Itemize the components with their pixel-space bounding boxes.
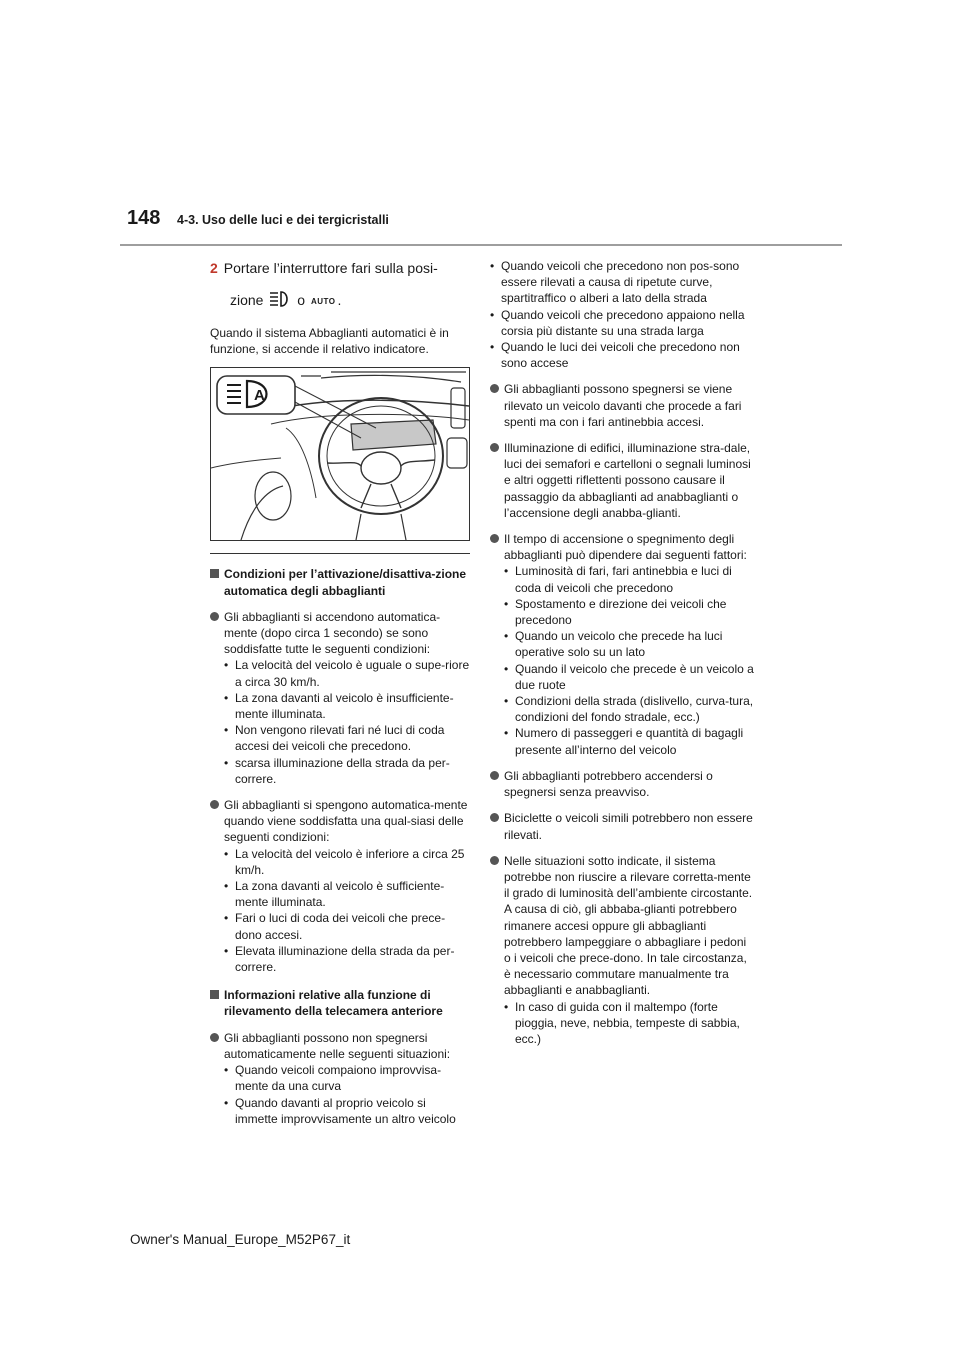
step-text-o: o: [297, 292, 306, 309]
auto-icon: AUTO: [310, 296, 336, 306]
list-item: • La zona davanti al veicolo è insufficiente-mente illuminata.: [224, 690, 454, 722]
list-item: • Numero di passeggeri e quantità di bagagli presente all’interno del veicolo: [504, 726, 744, 757]
list-item: • scarsa illuminazione della strada da per-correre.: [224, 755, 450, 786]
step-2: [210, 258, 470, 313]
list-item: • Quando il veicolo che precede è un veicolo a due ruote: [504, 661, 754, 692]
dashboard-illustration: [210, 367, 470, 541]
left-column: [210, 258, 470, 1127]
activation-on-intro: Gli abbaglianti si accendono automatica-mente (dopo circa 1 secondo) se sono soddisfatte tutte le seguenti condizioni:: [224, 609, 441, 657]
list-item: • La zona davanti al veicolo è sufficiente-mente illuminata.: [224, 879, 445, 910]
page-number: 148: [127, 207, 161, 229]
dashboard-drawing: [211, 368, 469, 540]
camera-fail-block: [210, 1030, 470, 1127]
list-item: • Quando un veicolo che precede ha luci operative solo su un lato: [504, 629, 723, 660]
timing-intro: Il tempo di accensione o spegnimento degli abbaglianti può dipendere dai seguenti fattori:: [504, 532, 747, 563]
indicator-note: Quando il sistema Abbaglianti automatici è in funzione, si accende il relativo indicatore.: [210, 326, 449, 357]
list-item: • Quando le luci dei veicoli che precedono non sono accese: [490, 340, 740, 371]
headlight-icon: [269, 290, 291, 313]
brightness-block: [490, 853, 755, 1047]
figure-divider: [210, 553, 470, 554]
footer-text: Owner's Manual_Europe_M52P67_it: [130, 1232, 351, 1247]
list-item: • Quando veicoli che precedono non pos-sono essere rilevati a causa di ripetute curve, spartitraffico o alberi a lato della strada: [490, 259, 740, 306]
indicator-letter: A: [254, 387, 265, 405]
lighting-note: Illuminazione di edifici, illuminazione stra-dale, luci dei semafori e cartelloni o segnali luminosi e altri oggetti riflettenti possono causare il passaggio da abbaglianti ad anabbaglianti o l’accensione degli anabba-glianti.: [490, 440, 755, 521]
right-column: [490, 258, 755, 1047]
list-item: • Quando davanti al proprio veicolo si immette improvvisamente un altro veicolo: [224, 1095, 456, 1126]
timing-block: [490, 531, 755, 758]
list-item: • Quando veicoli compaiono improvvisa-mente da una curva: [224, 1063, 442, 1094]
activation-off-intro: Gli abbaglianti si spengono automatica-mente quando viene soddisfatta una qual-siasi delle seguenti condizioni:: [224, 798, 468, 845]
list-item: • La velocità del veicolo è uguale o supe-riore a circa 30 km/h.: [224, 658, 470, 689]
no-warning-note: Gli abbaglianti potrebbero accendersi o spegnersi senza preavviso.: [490, 768, 755, 800]
step-text-line2: [230, 290, 470, 313]
list-item: • In caso di guida con il maltempo (forte pioggia, neve, nebbia, tempeste di sabbia, ecc.): [504, 999, 740, 1046]
step-text-line1: Portare l’interruttore fari sulla posi-: [223, 260, 438, 276]
activation-heading: Condizioni per l’attivazione/disattiva-zione automatica degli abbaglianti: [210, 566, 470, 598]
fog-light-note: Gli abbaglianti possono spegnersi se viene rilevato un veicolo davanti che procede a fari spenti ma con i fari antinebbia accesi.: [490, 381, 755, 430]
activation-on-block: [210, 609, 470, 787]
header-divider: [120, 244, 842, 246]
step-number: 2: [210, 260, 218, 276]
step-text-zione: zione: [230, 292, 264, 309]
activation-off-block: [210, 797, 470, 975]
bicycle-note: Biciclette o veicoli simili potrebbero non essere rilevati.: [490, 810, 755, 842]
list-item: • Non vengono rilevati fari né luci di coda accesi dei veicoli che precedono.: [224, 723, 445, 754]
list-item: • Condizioni della strada (dislivello, curva-tura, condizioni del fondo stradale, ecc.): [504, 694, 754, 725]
camera-fail-intro: Gli abbaglianti possono non spegnersi automaticamente nelle seguenti situazioni:: [224, 1030, 451, 1061]
list-item: • Spostamento e direzione dei veicoli che precedono: [504, 596, 727, 628]
camera-heading: Informazioni relative alla funzione di rilevamento della telecamera anteriore: [210, 987, 470, 1019]
list-item: • Luminosità di fari, fari antinebbia e luci di coda di veicoli che precedono: [504, 564, 732, 595]
list-item: • La velocità del veicolo è inferiore a circa 25 km/h.: [224, 846, 465, 877]
list-item: • Quando veicoli che precedono appaiono nella corsia più distante su una strada larga: [490, 307, 745, 338]
step-period: .: [337, 292, 342, 309]
list-item: • Fari o luci di coda dei veicoli che prece-dono accesi.: [224, 911, 446, 942]
brightness-intro: Nelle situazioni sotto indicate, il sistema potrebbe non riuscire a rilevare corretta-mente il grado di luminosità dell’ambiente circostante. A causa di ciò, gli abbaba-glianti potrebbero rimanere accesi oppure gli abbaglianti potrebbero lampeggiare o abbagliare i pedoni o i veicoli che prece-dono. In tale circostanza, è necessario commutare manualmente tra abbaglianti e anabbaglianti.: [504, 853, 753, 998]
section-title: 4-3. Uso delle luci e dei tergicristalli: [177, 213, 389, 227]
list-item: • Elevata illuminazione della strada da per-correre.: [224, 943, 455, 975]
